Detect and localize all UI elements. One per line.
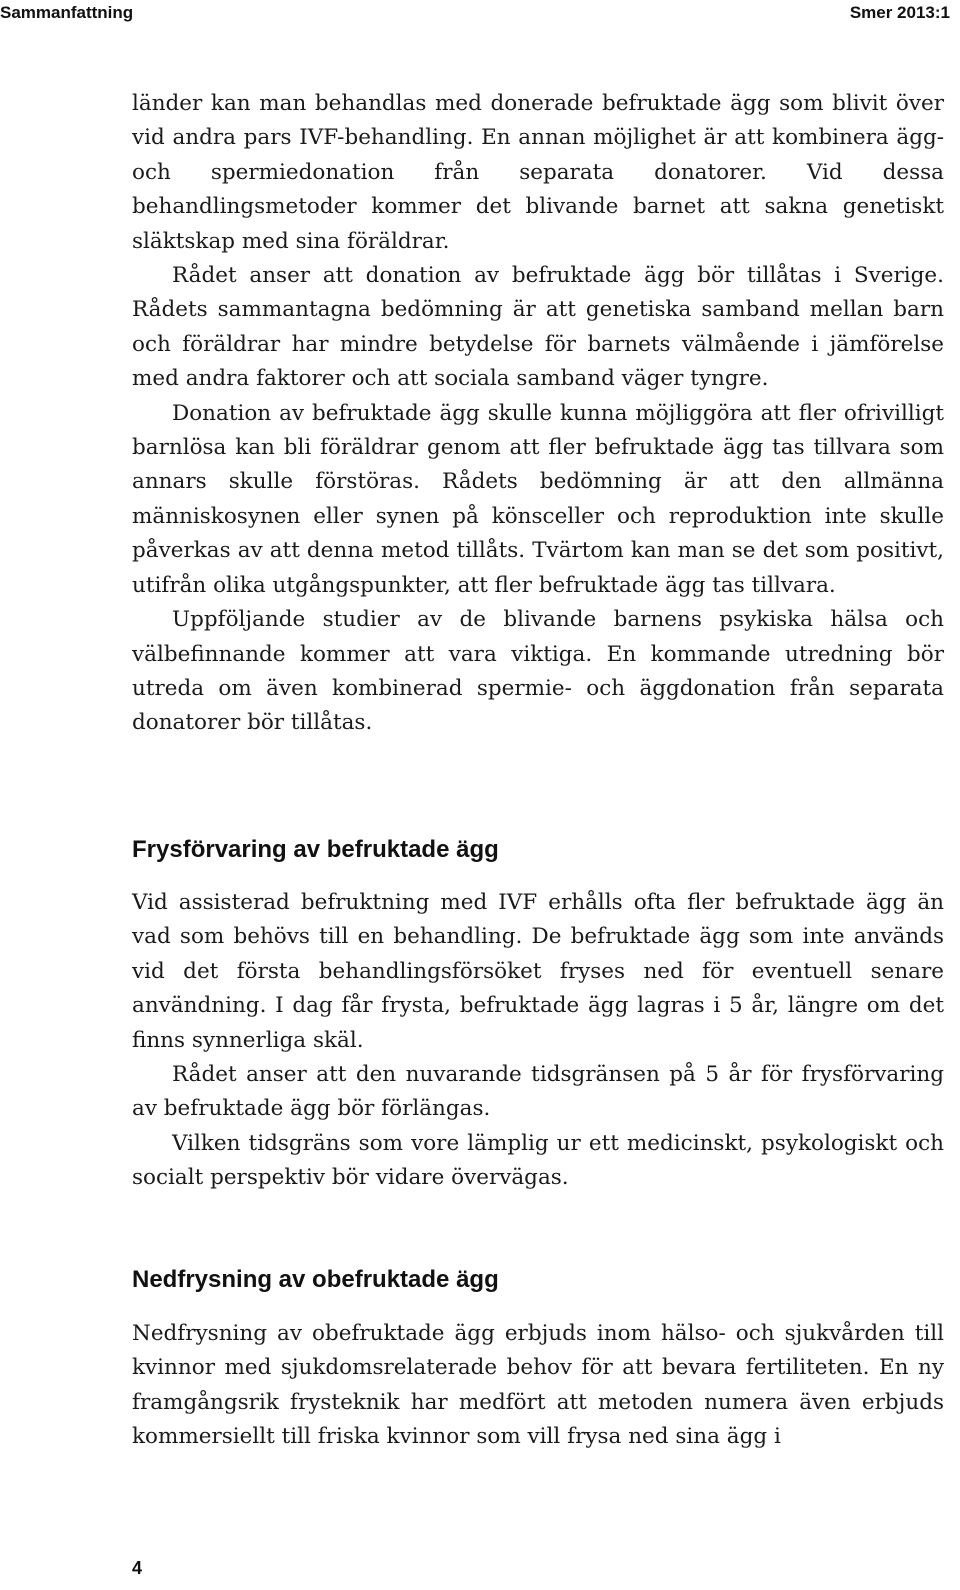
paragraph: Rådet anser att donation av befruktade ägg bör tillåtas i Sverige. Rådets sammantagna bedömning är att genetiska samband mellan barn och föräldrar har mindre betydelse för barnets välmående i jämförelse med andra faktorer och att sociala samband väger tyngre. — [132, 263, 944, 392]
section-heading: Frysförvaring av befruktade ägg — [132, 836, 499, 863]
section3-body — [132, 1317, 944, 1455]
page-number: 4 — [132, 1558, 143, 1578]
header-section-title: Sammanfattning — [0, 3, 134, 22]
paragraph: Vilken tidsgräns som vore lämplig ur ett medicinskt, psykologiskt och socialt perspektiv bör vidare övervägas. — [132, 1130, 944, 1191]
running-header — [0, 0, 960, 28]
paragraph: Uppföljande studier av de blivande barnens psykiska hälsa och välbefinnande kommer att vara viktiga. En kommande utredning bör utreda om även kombinerad spermie- och äggdonation från separata donatorer bör tillåtas. — [132, 607, 944, 736]
section-heading: Nedfrysning av obefruktade ägg — [132, 1266, 499, 1293]
section1-body — [132, 87, 944, 741]
paragraph: Donation av befruktade ägg skulle kunna möjliggöra att fler ofrivilligt barnlösa kan bli föräldrar genom att fler befruktade ägg tas tillvara som annars skulle förstöras. Rådets bedömning är att den allmänna människosynen eller synen på könsceller och reproduktion inte skulle påverkas av att denna metod tillåts. Tvärtom kan man se det som positivt, utifrån olika utgångspunkter, att fler befruktade ägg tas tillvara. — [132, 400, 944, 598]
paragraph: länder kan man behandlas med donerade befruktade ägg som blivit över vid andra pars IVF-behandling. En annan möjlighet är att kombinera ägg- och spermiedonation från separata donatorer. Vid dessa behandlingsmetoder kommer det blivande barnet att sakna genetiskt släktskap med sina föräldrar. — [132, 91, 944, 254]
section2-body — [132, 886, 944, 1196]
header-report-id: Smer 2013:1 — [849, 3, 950, 22]
paragraph: Nedfrysning av obefruktade ägg erbjuds inom hälso- och sjukvården till kvinnor med sjukdomsrelaterade behov för att bevara fertiliteten. En ny framgångsrik frysteknik har medfört att metoden numera även erbjuds kommersiellt till friska kvinnor som vill frysa ned sina ägg i — [132, 1321, 944, 1450]
paragraph: Vid assisterad befruktning med IVF erhålls ofta fler befruktade ägg än vad som behövs till en behandling. De befruktade ägg som inte används vid det första behandlingsförsöket fryses ned för eventuell senare användning. I dag får frysta, befruktade ägg lagras i 5 år, längre om det finns synnerliga skäl. — [132, 890, 944, 1053]
paragraph: Rådet anser att den nuvarande tidsgränsen på 5 år för frysförvaring av befruktade ägg bör förlängas. — [132, 1062, 944, 1122]
